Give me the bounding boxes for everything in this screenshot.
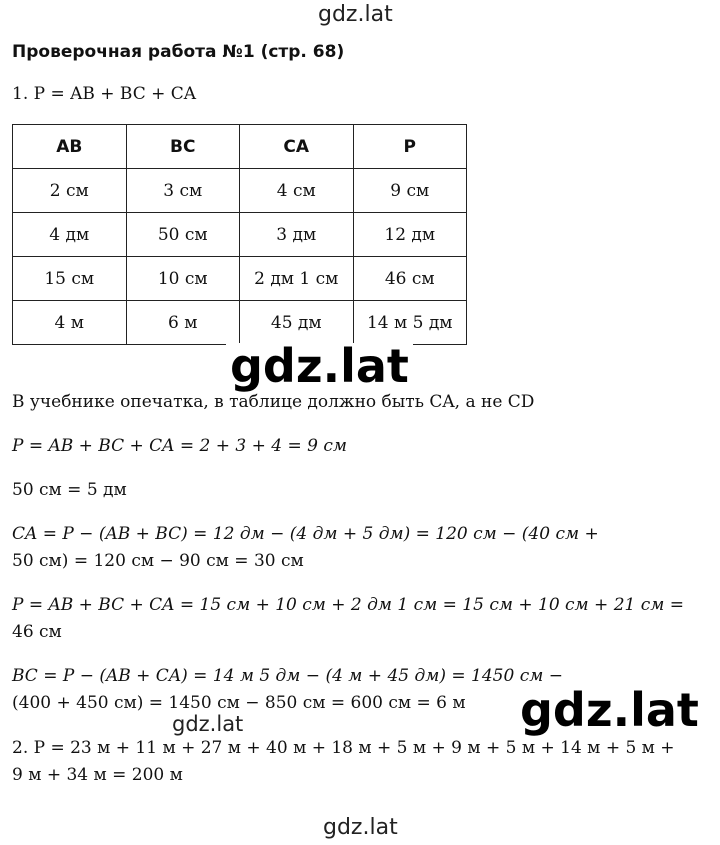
- solution-line-5: P = AB + BC + CA = 15 см + 10 см + 2 дм 1 см = 15 см + 10 см + 21 см =: [12, 595, 685, 615]
- table-cell: 4 м: [13, 301, 127, 345]
- solution-line-1: P = AB + BC + CA = 2 + 3 + 4 = 9 см: [12, 436, 347, 456]
- table-cell: 2 дм 1 см: [240, 257, 354, 301]
- table-header-row: [13, 125, 467, 169]
- solution-line-2: 50 см = 5 дм: [12, 480, 127, 500]
- table-row: [13, 169, 467, 213]
- solution-line-4: 50 см) = 120 см − 90 см = 30 см: [12, 551, 304, 571]
- solution-line-6: 46 см: [12, 622, 62, 642]
- header-bc: BC: [126, 125, 240, 169]
- watermark-middle: gdz.lat: [226, 343, 413, 389]
- watermark-bottom: gdz.lat: [323, 815, 398, 840]
- header-ab: AB: [13, 125, 127, 169]
- table-cell: 4 дм: [13, 213, 127, 257]
- table-cell: 45 дм: [240, 301, 354, 345]
- table-row: [13, 213, 467, 257]
- table-cell: 46 см: [353, 257, 467, 301]
- watermark-small: gdz.lat: [172, 712, 244, 736]
- header-p: P: [353, 125, 467, 169]
- table-cell: 9 см: [353, 169, 467, 213]
- solution-line-7: BC = P − (AB + CA) = 14 м 5 дм − (4 м + 45 дм) = 1450 см −: [12, 666, 563, 686]
- table-cell: 10 см: [126, 257, 240, 301]
- table-cell: 3 дм: [240, 213, 354, 257]
- table-row: [13, 257, 467, 301]
- header-ca: CA: [240, 125, 354, 169]
- solution-line-3: CA = P − (AB + BC) = 12 дм − (4 дм + 5 дм) = 120 см − (40 см +: [12, 524, 599, 544]
- task1-formula: 1. P = AB + BC + CA: [12, 84, 197, 104]
- task2-line-1: 2. P = 23 м + 11 м + 27 м + 40 м + 18 м + 5 м + 9 м + 5 м + 14 м + 5 м +: [12, 738, 675, 758]
- solution-line-8: (400 + 450 см) = 1450 см − 850 см = 600 см = 6 м: [12, 693, 466, 713]
- table-cell: 50 см: [126, 213, 240, 257]
- watermark-right: gdz.lat: [516, 687, 703, 733]
- perimeter-table: [12, 124, 467, 345]
- task2-line-2: 9 м + 34 м = 200 м: [12, 765, 183, 785]
- table-cell: 14 м 5 дм: [353, 301, 467, 345]
- table-cell: 12 дм: [353, 213, 467, 257]
- table-cell: 15 см: [13, 257, 127, 301]
- page-title: Проверочная работа №1 (стр. 68): [12, 42, 345, 62]
- table-cell: 4 см: [240, 169, 354, 213]
- table-row: [13, 301, 467, 345]
- typo-note: В учебнике опечатка, в таблице должно быть CA, а не CD: [12, 392, 535, 412]
- table-cell: 2 см: [13, 169, 127, 213]
- table-cell: 6 м: [126, 301, 240, 345]
- table-cell: 3 см: [126, 169, 240, 213]
- watermark-top: gdz.lat: [318, 2, 393, 27]
